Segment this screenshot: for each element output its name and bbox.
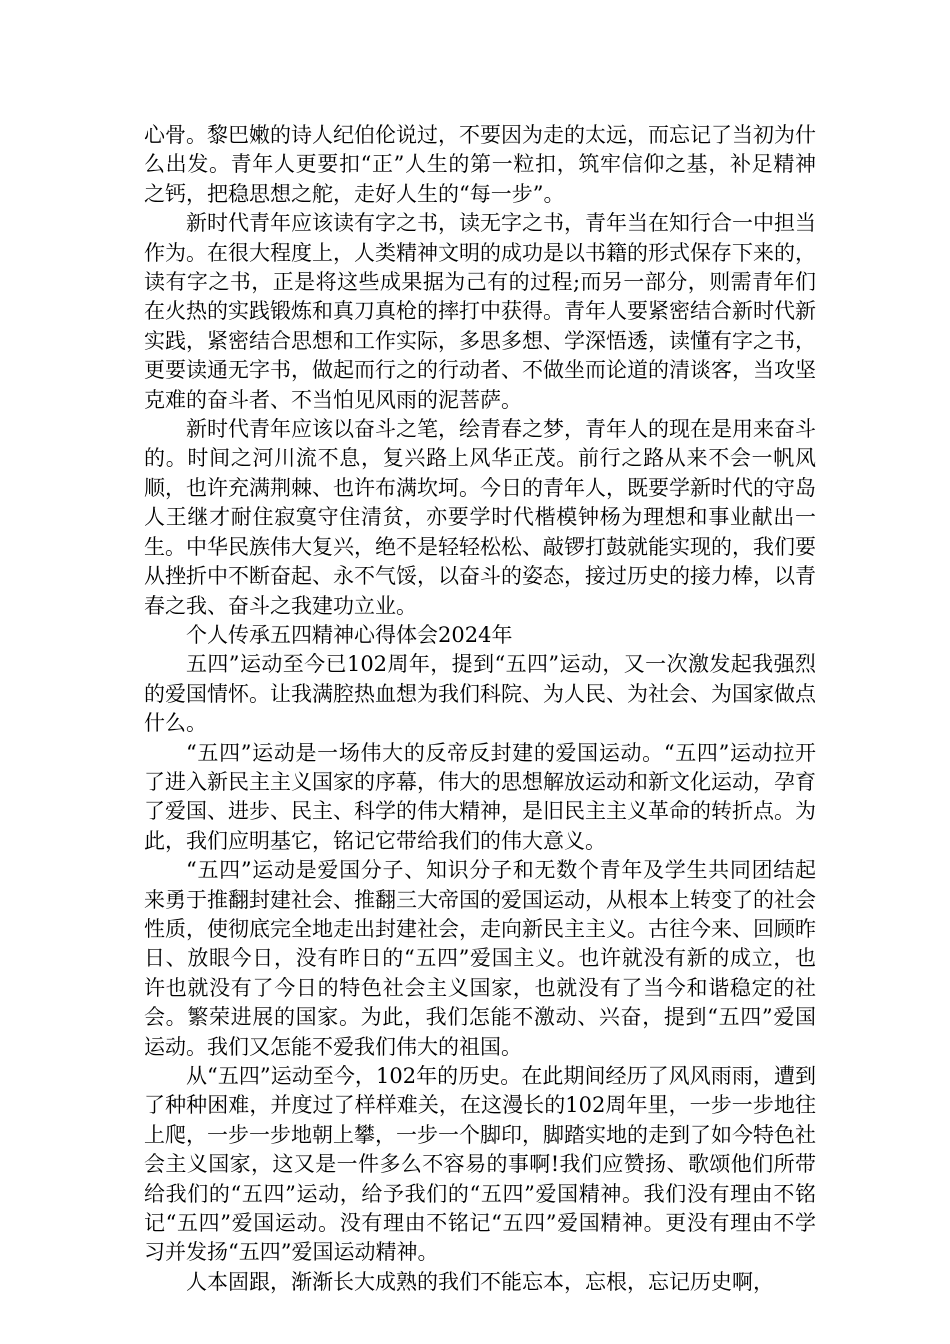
paragraph-3: 新时代青年应该以奋斗之笔，绘青春之梦，青年人的现在是用来奋斗的。时间之河川流不息，复兴路上风华正茂。前行之路从来不会一帆风顺，也许充满荆棘、也许布满坎坷。今日的青年人，既要学新时代的守岛人王继才耐住寂寞守住清贫，亦要学时代楷模钟杨为理想和事业献出一生。中华民族伟大复兴，绝不是轻轻松松、敲锣打鼓就能实现的，我们要从挫折中不断奋起、永不气馁，以奋斗的姿态，接过历史的接力棒，以青春之我、奋斗之我建功立业。 (144, 417, 816, 618)
paragraph-6: “五四”运动是爱国分子、知识分子和无数个青年及学生共同团结起来勇于推翻封建社会、推翻三大帝国的爱国运动，从根本上转变了的社会性质，使彻底完全地走出封建社会，走向新民主主义。古往今来、回顾昨日、放眼今日，没有昨日的“五四”爱国主义。也许就没有新的成立，也许也就没有了今日的特色社会主义国家，也就没有了当今和谐稳定的社会。繁荣进展的国家。为此，我们怎能不激动、兴奋，提到“五四”爱国运动。我们又怎能不爱我们伟大的祖国。 (144, 858, 816, 1059)
paragraph-5: “五四”运动是一场伟大的反帝反封建的爱国运动。“五四”运动拉开了进入新民主主义国家的序幕，伟大的思想解放运动和新文化运动，孕育了爱国、进步、民主、科学的伟大精神，是旧民主主义革命的转折点。为此，我们应明基它，铭记它带给我们的伟大意义。 (144, 740, 816, 853)
document-body (144, 121, 816, 1297)
paragraph-7: 从“五四”运动至今，102年的历史。在此期间经历了风风雨雨，遭到了种种困难，并度过了样样难关，在这漫长的102周年里，一步一步地往上爬，一步一步地朝上攀，一步一个脚印，脚踏实地的走到了如今特色社会主义国家，这又是一件多么不容易的事啊!我们应赞扬、歌颂他们所带给我们的“五四”运动，给予我们的“五四”爱国精神。我们没有理由不铭记“五四”爱国运动。没有理由不铭记“五四”爱国精神。更没有理由不学习并发扬“五四”爱国运动精神。 (144, 1064, 816, 1265)
paragraph-8: 人本固跟，渐渐长大成熟的我们不能忘本，忘根，忘记历史啊， (186, 1269, 774, 1294)
paragraph-4: 五四”运动至今已102周年，提到“五四”运动，又一次激发起我强烈的爱国情怀。让我满腔热血想为我们科院、为人民、为社会、为国家做点什么。 (144, 652, 816, 736)
paragraph-1: 心骨。黎巴嫩的诗人纪伯伦说过，不要因为走的太远，而忘记了当初为什么出发。青年人更要扣“正”人生的第一粒扣，筑牢信仰之基，补足精神之钙，把稳思想之舵，走好人生的“每一步”。 (144, 123, 816, 206)
paragraph-2: 新时代青年应该读有字之书，读无字之书，青年当在知行合一中担当作为。在很大程度上，人类精神文明的成功是以书籍的形式保存下来的，读有字之书，正是将这些成果据为己有的过程;而另一部分，则需青年们在火热的实践锻炼和真刀真枪的摔打中获得。青年人要紧密结合新时代新实践，紧密结合思想和工作实际，多思多想、学深悟透，读懂有字之书，更要读通无字书，做起而行之的行动者、不做坐而论道的清谈客，当攻坚克难的奋斗者、不当怕见风雨的泥菩萨。 (144, 211, 816, 412)
section-heading: 个人传承五四精神心得体会2024年 (186, 622, 513, 647)
